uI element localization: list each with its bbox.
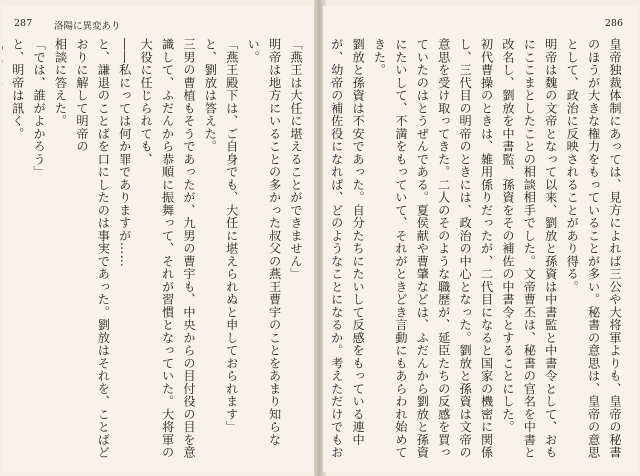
text-line: 明帝は地方にいることの多かった叔父の燕王曹宇のことをあまり知らない。 xyxy=(246,38,282,446)
text-line: 明帝は魏の文帝となって以来、劉放と孫資は中書監と中書令として、おもにここまとしたことの相談相手でした。文帝曹丕は、秘書の官名を中書と改名し、劉放を中書監、孫資をその補佐の中書令とすることにした。 xyxy=(500,38,558,459)
text-line: と、劉放は答えた。 xyxy=(203,38,218,153)
text-line: と、謙退のことばを口にしたのは事実であった。劉放はそれを、ことばどおりに解して明帝の xyxy=(74,38,111,459)
text-line: ――私にっては何か罪でありますが…… xyxy=(117,38,132,268)
left-page-text xyxy=(10,38,306,462)
text-line: と、明帝は訊く。 xyxy=(10,38,25,140)
text-line: 劉放と孫資は不安であった。自分たちにたいして反感をもっている連中が、幼帝の補佐役になれば、どのようなことになるか。考えただけでもお xyxy=(329,38,366,459)
text-line: 三男の曹植もそうであったが、九男の曹宇も、中央からの目付役の目を意識して、ふだんから恭順に振舞って、それが習慣となっていた。大将軍の大役に任じられても、 xyxy=(139,38,196,459)
left-page xyxy=(2,6,316,472)
text-line: 相談に答えた。 xyxy=(53,38,68,128)
page-number-left: 287 xyxy=(14,18,33,29)
text-line: 「では、誰がよかろう」 xyxy=(32,38,47,179)
page-number-right: 286 xyxy=(604,18,623,29)
text-line: 皇帝独裁体制にあっては、見方によれば三公や大将軍よりも、皇帝の秘書のほうが大きな権力をもっていることが多い。秘書の意思は、皇帝の意思として、政治に反映されることがあり得る。 xyxy=(565,38,622,459)
running-head: 洛陽に異変あり xyxy=(54,21,121,32)
right-page xyxy=(323,6,637,472)
text-line: 初代曹操のときは、雑用係りだったが、二代目になると国家の機密に関係し、三代目の明帝のときには、政治の中心となった。劉放と孫資は文帝の意思を受け取ってきた。二人のそのような職歴が、延臣たちの反感を買っていたのはとうぜんである。夏侯献や曹肇などは、ふだんから劉放と孫資にたいして、不満をもっていて、それがときどき言動にもあらわれ始めてきた。 xyxy=(372,38,494,459)
right-page-text xyxy=(329,38,625,462)
text-line xyxy=(2,38,6,462)
text-line: 「燕王殿下は、ご自身でも、大任に堪えられぬと申しておられます」 xyxy=(224,38,239,434)
text-line: 「燕王は大任に堪えることができません」 xyxy=(289,38,303,281)
